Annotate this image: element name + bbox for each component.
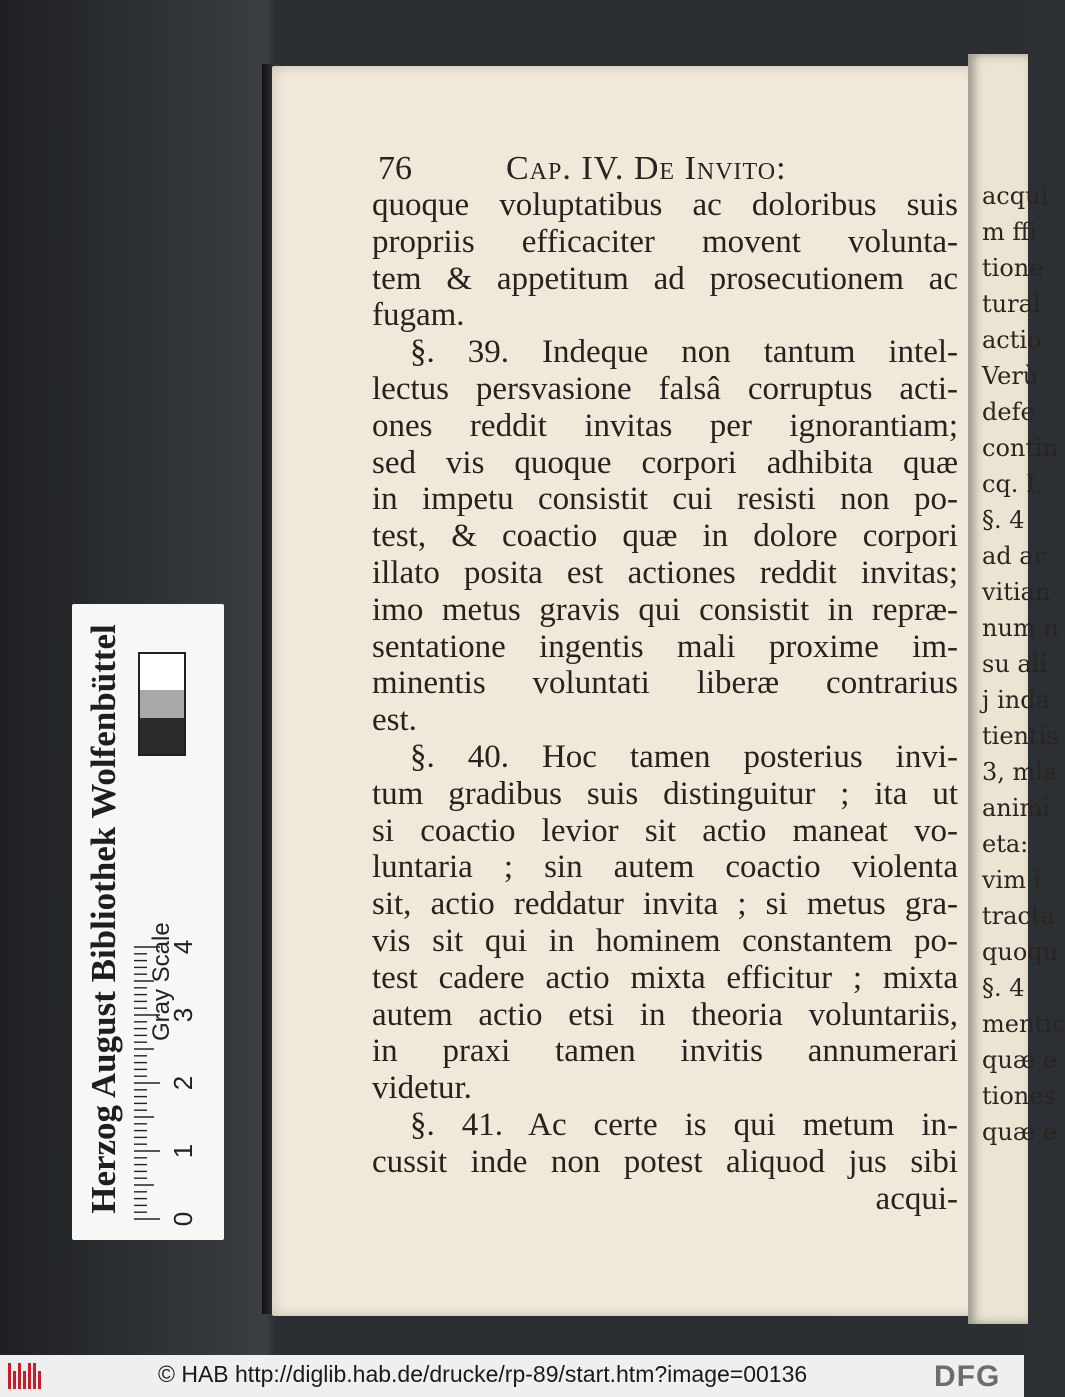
next-page-fragment: Verù bbox=[982, 362, 1039, 390]
text-line: ones reddit invitas per ignorantiam; bbox=[372, 407, 958, 444]
ruler-tick-label: 1 bbox=[168, 1143, 198, 1159]
gray-swatch-black bbox=[138, 718, 186, 756]
color-target-ruler bbox=[72, 604, 224, 1240]
next-page-fragment: §. 4 bbox=[982, 506, 1025, 534]
dfg-logo: DFG bbox=[934, 1360, 1001, 1393]
page-number: 76 bbox=[378, 150, 412, 187]
next-page-fragment: tracta bbox=[982, 902, 1055, 930]
text-line: luntaria ; sin autem coactio violenta bbox=[372, 849, 958, 886]
text-line: autem actio etsi in theoria voluntariis, bbox=[372, 996, 958, 1033]
text-line: est. bbox=[372, 702, 417, 739]
next-page-fragment: vim i bbox=[982, 866, 1042, 894]
text-line: videtur. bbox=[372, 1070, 472, 1107]
next-page-fragment: num n bbox=[982, 614, 1059, 642]
next-page-fragment: quæ e bbox=[982, 1046, 1058, 1074]
next-page-fragment: actio bbox=[982, 326, 1042, 354]
page-header bbox=[378, 150, 938, 190]
ruler-tick-label: 3 bbox=[168, 1007, 198, 1023]
next-page-fragment: mentic bbox=[982, 1010, 1065, 1038]
text-line: tem & appetitum ad prosecutionem ac bbox=[372, 260, 958, 297]
next-page-fragment: §. 4 bbox=[982, 974, 1025, 1002]
text-line: §. 39. Indeque non tantum intel- bbox=[410, 334, 958, 371]
footer-bar bbox=[0, 1355, 1024, 1397]
text-line: propriis efficaciter movent volunta- bbox=[372, 223, 958, 260]
next-page-edge bbox=[968, 54, 1065, 1324]
copyright-link[interactable]: © HAB http://diglib.hab.de/drucke/rp-89/start.htm?image=00136 bbox=[158, 1361, 808, 1387]
next-page-fragment: eta: bbox=[982, 830, 1029, 858]
next-page-fragment: 3, mla bbox=[982, 758, 1058, 786]
next-page-fragment: defe bbox=[982, 398, 1035, 426]
text-line: tum gradibus suis distinguitur ; ita ut bbox=[372, 775, 958, 812]
next-page-fragment: j inda bbox=[982, 686, 1050, 714]
text-line: minentis voluntati liberæ contrarius bbox=[372, 665, 958, 702]
text-line: test, & coactio quæ in dolore corpori bbox=[372, 518, 958, 555]
text-line: imo metus gravis qui consistit in repræ- bbox=[372, 591, 958, 628]
institution-label: Herzog August Bibliothek Wolfenbüttel bbox=[84, 624, 123, 1214]
next-page-fragment: acqui bbox=[982, 182, 1049, 210]
next-page-fragment: m ffi bbox=[982, 218, 1038, 246]
next-page-fragment: tiones bbox=[982, 1082, 1056, 1110]
text-line: sed vis quoque corpori adhibita quæ bbox=[372, 444, 958, 481]
next-page-fragment: quæ e bbox=[982, 1118, 1058, 1146]
ruler-tick-label: 4 bbox=[168, 939, 198, 955]
next-page-fragment: su ali bbox=[982, 650, 1048, 678]
text-line: vis sit qui in hominem constantem po- bbox=[372, 922, 958, 959]
ruler-tick-label: 2 bbox=[168, 1075, 198, 1091]
text-line: cussit inde non potest aliquod jus sibi bbox=[372, 1143, 958, 1180]
text-line: in impetu consistit cui resisti non po- bbox=[372, 481, 958, 518]
next-page-fragment: contin bbox=[982, 434, 1059, 462]
text-line: illato posita est actiones reddit invitas; bbox=[372, 554, 958, 591]
text-line: quoque voluptatibus ac doloribus suis bbox=[372, 187, 958, 223]
next-page-fragment: ad ar bbox=[982, 542, 1046, 570]
text-line: sit, actio reddatur invita ; si metus gra- bbox=[372, 886, 958, 923]
body-text bbox=[372, 187, 958, 1217]
next-page-fragment: vitian bbox=[982, 578, 1051, 606]
gray-scale-label: Gray Scale bbox=[148, 922, 175, 1041]
next-page-fragment: tural bbox=[982, 290, 1041, 318]
text-line: acqui- bbox=[875, 1180, 958, 1217]
next-page-fragment: quoqu bbox=[982, 938, 1059, 966]
text-line: sentatione ingentis mali proxime im- bbox=[372, 628, 958, 665]
text-line: fugam. bbox=[372, 297, 465, 334]
hab-logo-icon bbox=[8, 1363, 43, 1389]
text-line: in praxi tamen invitis annumerari bbox=[372, 1033, 958, 1070]
text-line: §. 40. Hoc tamen posterius invi- bbox=[410, 738, 958, 775]
gray-swatch-gray bbox=[138, 690, 186, 718]
next-page-fragment: animi bbox=[982, 794, 1050, 822]
ruler-tick-label: 0 bbox=[168, 1211, 198, 1227]
gray-swatch-white bbox=[138, 652, 186, 692]
next-page-fragment: tientis bbox=[982, 722, 1059, 750]
text-line: test cadere actio mixta efficitur ; mixta bbox=[372, 959, 958, 996]
next-page-fragment: tione bbox=[982, 254, 1044, 282]
text-line: si coactio levior sit actio maneat vo- bbox=[372, 812, 958, 849]
running-title: Cap. IV. De Invito: bbox=[506, 150, 787, 187]
text-line: §. 41. Ac certe is qui metum in- bbox=[410, 1106, 958, 1143]
next-page-fragment: cq. I. bbox=[982, 470, 1044, 498]
ruler-scale bbox=[126, 874, 206, 1234]
text-line: lectus persvasione falsâ corruptus acti- bbox=[372, 370, 958, 407]
